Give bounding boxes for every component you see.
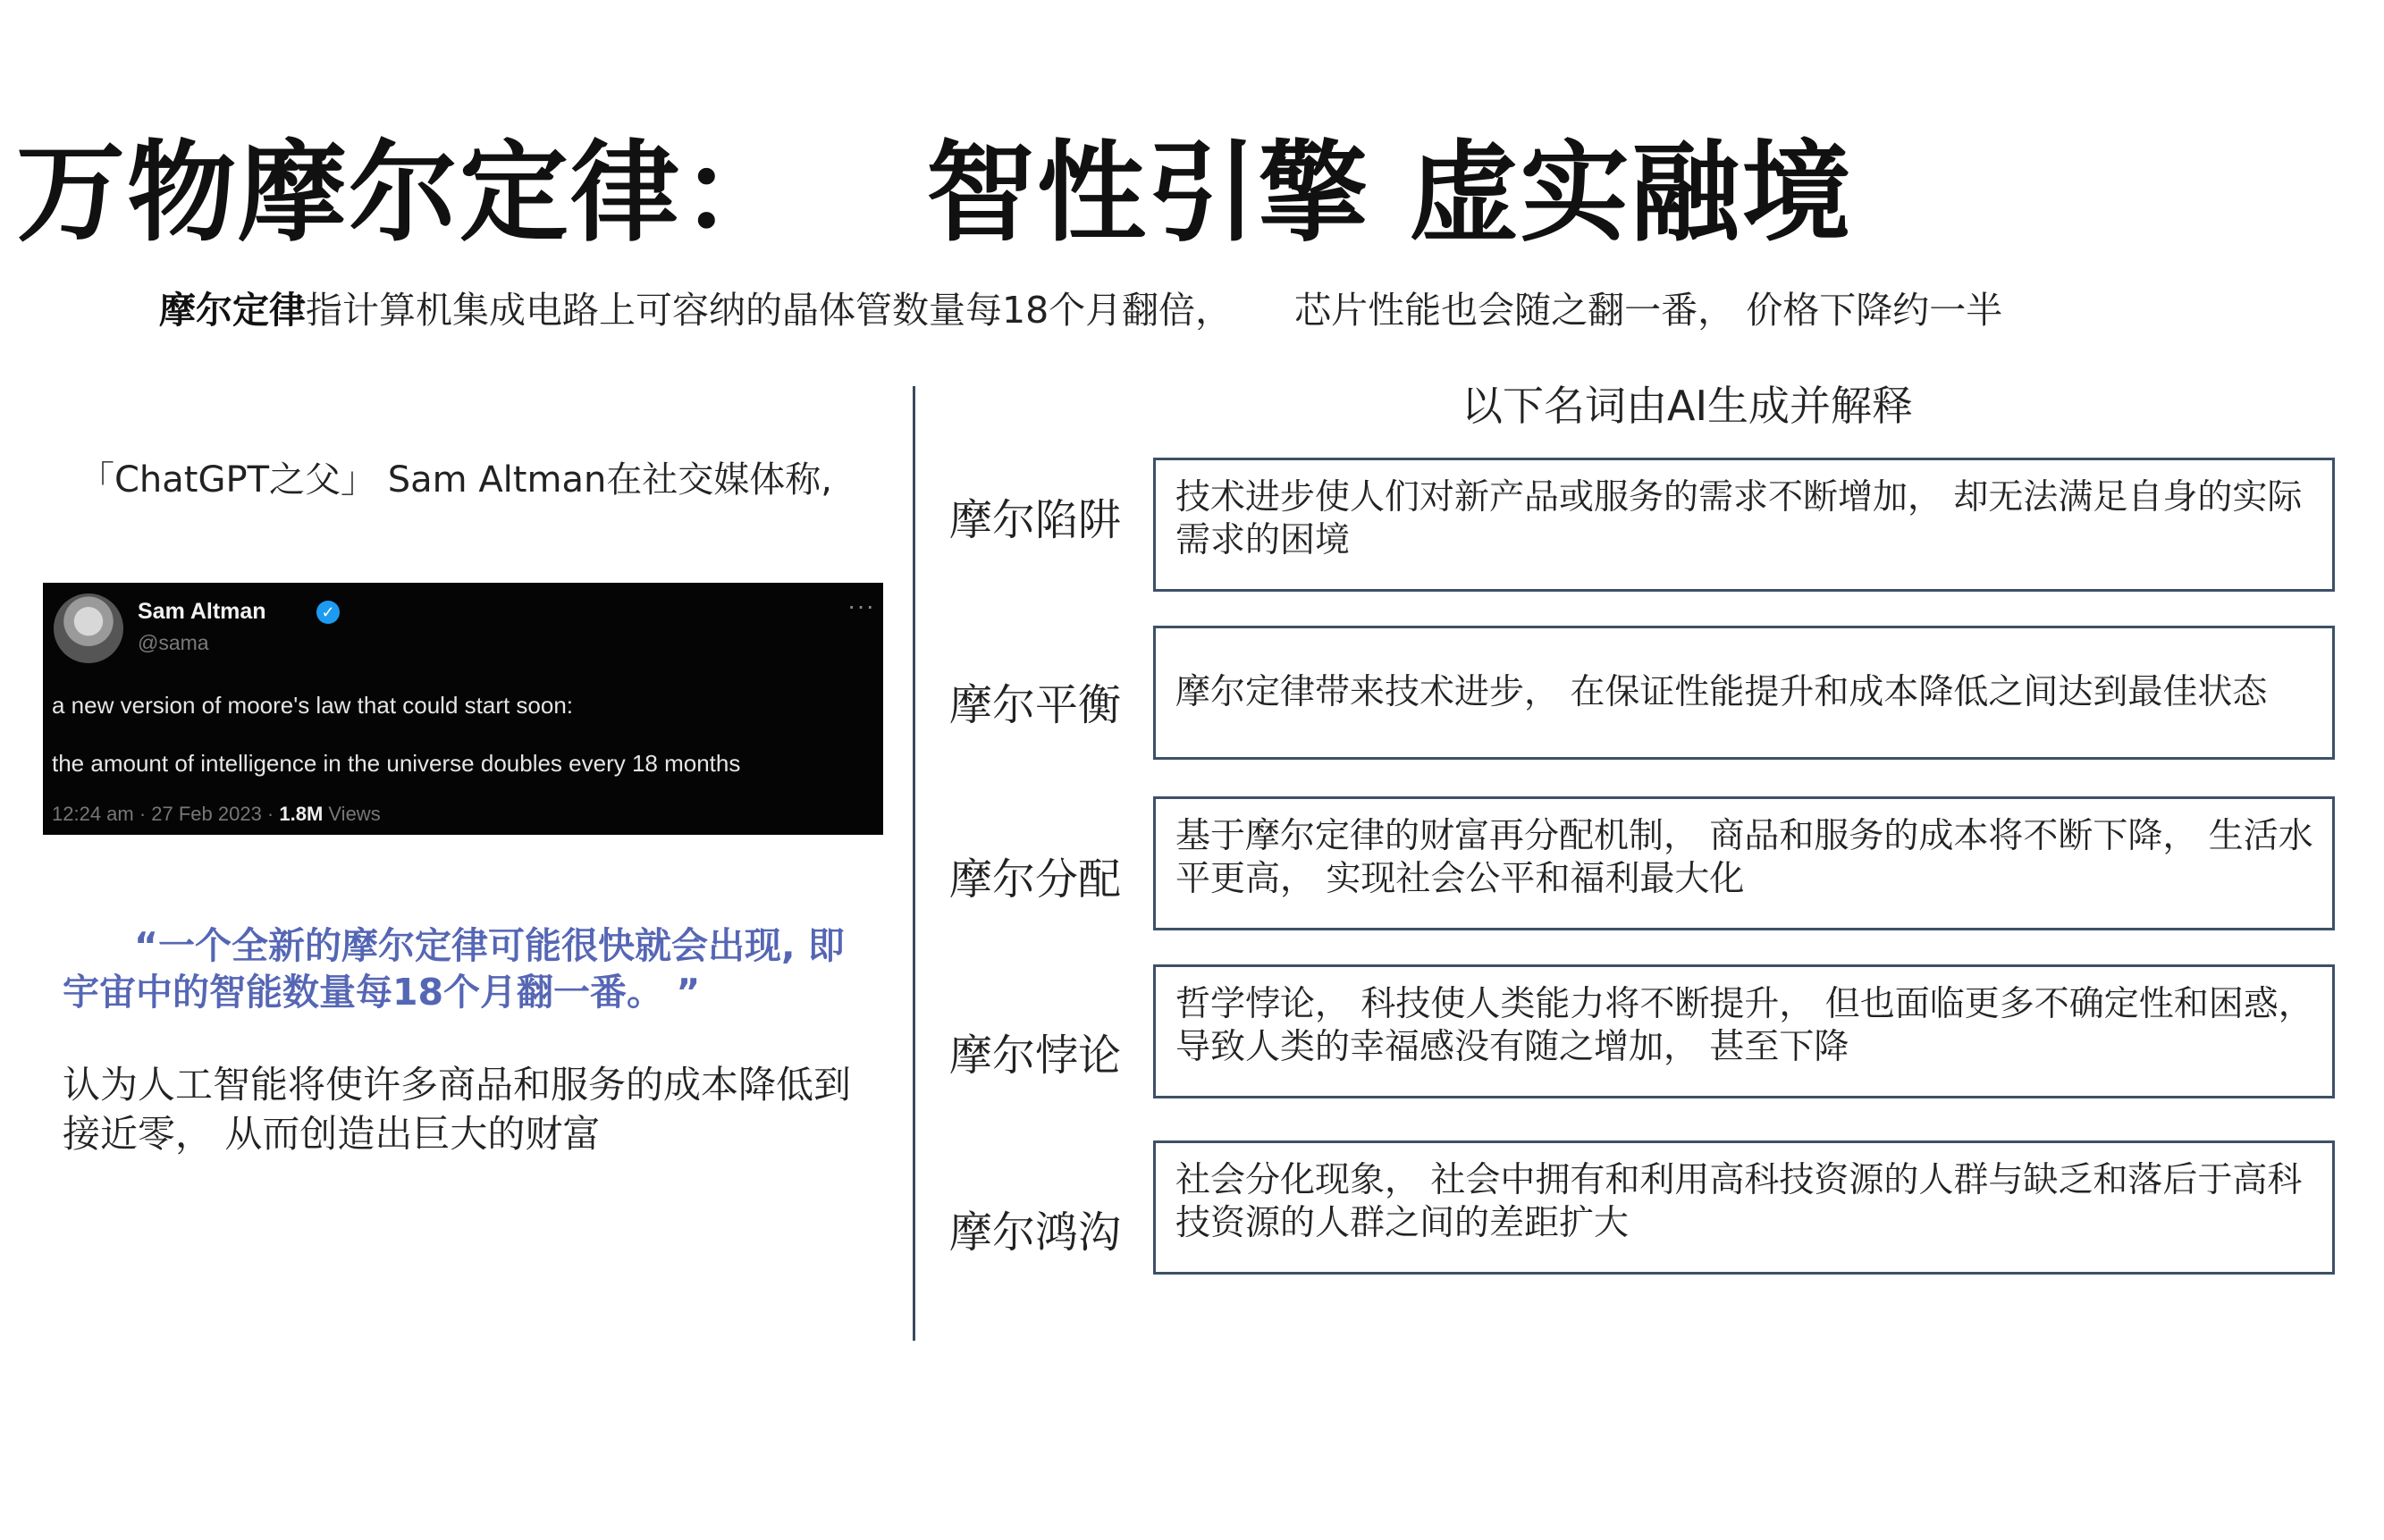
term-definition-2: 摩尔定律带来技术进步， 在保证性能提升和成本降低之间达到最佳状态 [1153,626,2335,760]
avatar [54,593,123,663]
more-options-icon: ··· [847,592,875,619]
tweet-line-2: the amount of intelligence in the universe doubles every 18 months [52,750,741,777]
term-definition-3: 基于摩尔定律的财富再分配机制， 商品和服务的成本将不断下降， 生活水平更高， 实现社会公平和福利最大化 [1153,796,2335,930]
tweet-screenshot [43,583,883,835]
term-label-1: 摩尔陷阱 [949,495,1122,545]
moore-law-definition [159,281,2002,333]
tweet-line-1: a new version of moore's law that could start soon: [52,692,574,719]
tweet-time: 12:24 am · 27 Feb 2023 · [52,803,280,825]
definition-text-1: 指计算机集成电路上可容纳的晶体管数量每18个月翻倍， [306,289,1233,332]
title-part-2: 智性引擎 虚实融境 [926,130,1853,257]
tweet-handle: @sama [138,631,209,654]
title-part-1: 万物摩尔定律： [16,130,792,257]
column-divider [913,386,915,1341]
page-title [16,105,1852,262]
term-label-3: 摩尔分配 [949,854,1122,905]
tweet-meta [52,803,381,826]
term-label-4: 摩尔悖论 [949,1031,1122,1081]
terms-heading: 以下名词由AI生成并解释 [1462,382,1914,430]
term-definition-1: 技术进步使人们对新产品或服务的需求不断增加， 却无法满足自身的实际需求的困境 [1153,458,2335,592]
summary-paragraph: 认为人工智能将使许多商品和服务的成本降低到接近零， 从而创造出巨大的财富 [63,1063,852,1156]
quote-text: “一个全新的摩尔定律可能很快就会出现, 即宇宙中的智能数量每18个月翻一番。 ” [63,924,845,1014]
tweet-views-label: Views [323,803,381,825]
term-definition-5: 社会分化现象， 社会中拥有和利用高科技资源的人群与缺乏和落后于高科技资源的人群之间的差距扩大 [1153,1140,2335,1275]
tweet-author-name: Sam Altman [138,599,266,624]
term-definition-4: 哲学悖论， 科技使人类能力将不断提升， 但也面临更多不确定性和困惑， 导致人类的幸福感没有随之增加， 甚至下降 [1153,964,2335,1098]
term-label-2: 摩尔平衡 [949,680,1122,730]
intro-text: 「ChatGPT之父」 Sam Altman在社交媒体称, [79,459,833,501]
definition-term: 摩尔定律 [159,289,306,332]
tweet-views-count: 1.8M [279,803,324,825]
term-label-5: 摩尔鸿沟 [949,1208,1122,1258]
highlight-quote [63,922,867,1015]
verified-badge-icon: ✓ [316,601,340,624]
definition-text-2: 芯片性能也会随之翻一番， 价格下降约一半 [1294,289,2003,332]
